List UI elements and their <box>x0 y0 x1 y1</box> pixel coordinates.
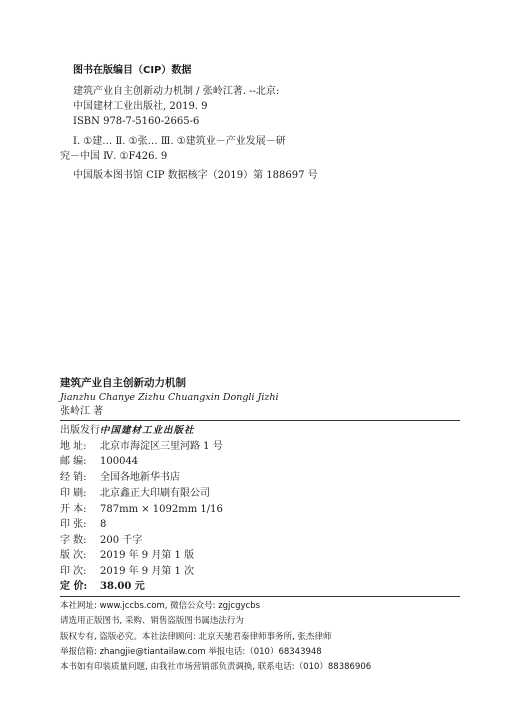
footer-report-contact: 举报信箱: zhangjie@tiantailaw.com 举报电话:（010）68343948 <box>60 647 322 657</box>
footer-legal-counsel: 版权专有, 盗版必究。本社法律顾问: 北京天驰君泰律师事务所, 张杰律师 <box>60 632 332 642</box>
cip-line-4: Ⅰ. ①建… Ⅱ. ①张… Ⅲ. ①建筑业－产业发展－研 <box>73 136 286 147</box>
spec-value-address: 北京市海淀区三里河路 1 号 <box>100 441 223 452</box>
footer-piracy-warning: 请选用正版图书, 采购、销售盗版图书属违法行为 <box>60 616 244 626</box>
spec-label-wordcount: 字 数: <box>60 535 87 546</box>
book-pinyin-title: Jianzhu Chanye Zizhu Chuangxin Dongli Jizhi <box>60 392 279 403</box>
spec-label-publisher: 出版发行: <box>60 425 104 436</box>
spec-label-edition: 版 次: <box>60 550 87 561</box>
divider-top <box>60 420 460 421</box>
book-title: 建筑产业自主创新动力机制 <box>60 377 186 389</box>
book-author: 张岭江 著 <box>60 406 104 417</box>
spec-value-printing: 2019 年 9 月第 1 次 <box>100 566 195 577</box>
spec-label-sheets: 印 张: <box>60 519 87 530</box>
spec-value-format: 787mm × 1092mm 1/16 <box>100 504 223 515</box>
publisher-logo: 中国建材工业出版社 <box>100 425 195 436</box>
cip-line-5: 究－中国 Ⅳ. ①F426. 9 <box>60 151 168 162</box>
spec-label-postcode: 邮 编: <box>60 456 87 467</box>
spec-value-postcode: 100044 <box>100 456 139 467</box>
footer-website: 本社网址: www.jccbs.com, 微信公众号: zgjcgycbs <box>60 601 261 611</box>
cip-line-2: 中国建材工业出版社, 2019. 9 <box>73 101 208 112</box>
divider-bottom <box>60 596 460 597</box>
footer-quality-notice: 本书如有印装质量问题, 由我社市场营销部负责调换, 联系电话:（010）88386906 <box>60 662 372 672</box>
cip-line-6: 中国版本图书馆 CIP 数据核字（2019）第 188697 号 <box>73 170 318 181</box>
cip-line-3: ISBN 978-7-5160-2665-6 <box>73 116 200 127</box>
spec-label-distributor: 经 销: <box>60 472 87 483</box>
spec-label-printing: 印 次: <box>60 566 87 577</box>
spec-value-wordcount: 200 千字 <box>100 535 143 546</box>
spec-value-distributor: 全国各地新华书店 <box>100 472 180 483</box>
spec-label-format: 开 本: <box>60 504 87 515</box>
cip-heading: 图书在版编目（CIP）数据 <box>73 65 192 76</box>
spec-value-printer: 北京鑫正大印刷有限公司 <box>100 488 210 499</box>
spec-label-printer: 印 刷: <box>60 488 87 499</box>
spec-value-sheets: 8 <box>100 519 107 530</box>
spec-label-address: 地 址: <box>60 441 87 452</box>
cip-line-1: 建筑产业自主创新动力机制 / 张岭江著. --北京: <box>73 86 280 97</box>
spec-value-price: 38.00 元 <box>100 581 145 592</box>
spec-label-price: 定 价: <box>60 581 88 592</box>
spec-value-edition: 2019 年 9 月第 1 版 <box>100 550 195 561</box>
